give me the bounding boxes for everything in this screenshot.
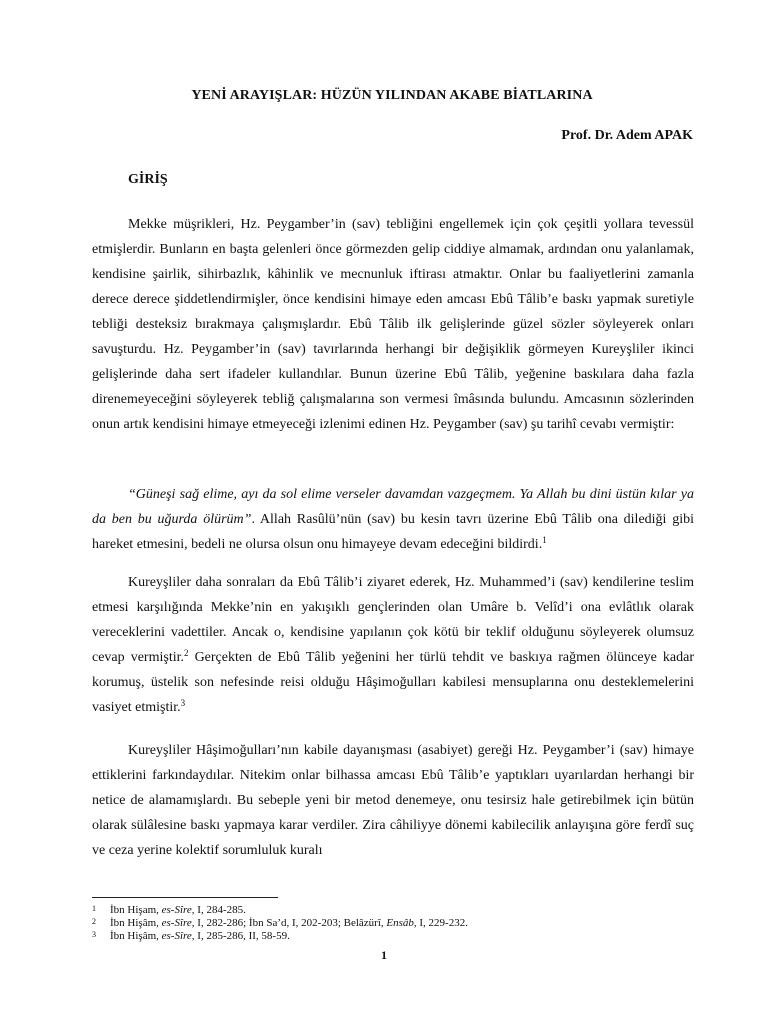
paragraph-umare	[92, 570, 694, 720]
footnote-ref[interactable]: 1	[542, 535, 547, 545]
footnote-item	[92, 904, 694, 917]
paragraph-umare-a: Kureyşliler daha sonraları da Ebû Tâlib’i ziyaret ederek, Hz. Muhammed’i (sav) kendilerine teslim etmesi karşılığında Mekke’nin en yakışıklı gençlerinden olan Umâre b. Velîd’i ona evlâtlık olarak vereceklerini vadettiler. Ancak o, kendisine yapılanın çok kötü bir teklif olduğunu söyleyerek olumsuz cevap vermiştir.	[92, 575, 694, 665]
footnote-text: İbn Hişam, es-Sîre, I, 284-285.	[110, 904, 246, 916]
footnote-text: İbn Hişâm, es-Sîre, I, 282-286; İbn Sa’d, I, 202-203; Belâzürî, Ensâb, I, 229-232.	[110, 917, 468, 929]
section-heading: GİRİŞ	[128, 172, 168, 187]
footnote-number: 3	[92, 930, 96, 939]
paragraph-quote-rest: . Allah Rasûlü’nün (sav) bu kesin tavrı üzerine Ebû Tâlib ona dilediği gibi hareket etmesini, bedeli ne olursa olsun onu himayeye devam edeceğini bildirdi.	[92, 512, 694, 552]
footnote-ref[interactable]: 2	[184, 648, 189, 658]
paragraph-quote	[92, 482, 694, 557]
footnote-item	[92, 917, 694, 930]
footnote-ref[interactable]: 3	[180, 698, 186, 708]
footnote-divider	[92, 897, 278, 898]
footnote-number: 1	[92, 904, 96, 913]
author-name: Prof. Dr. Adem APAK	[561, 128, 693, 143]
quote-text: “Güneşi sağ elime, ayı da sol elime verseler davamdan vazgeçmem. Ya Allah bu dini üstün kılar ya da ben bu uğurda ölürüm”	[92, 487, 694, 527]
footnote-text: İbn Hişâm, es-Sîre, I, 285-286, II, 58-59.	[110, 930, 290, 942]
paragraph-intro: Mekke müşrikleri, Hz. Peygamber’in (sav) tebliğini engellemek için çok çeşitli yollara tevessül etmişlerdir. Bunların en başta gelenleri önce görmezden gelip ciddiye almamak, ardından onu yalanlamak, kendisine şairlik, sihirbazlık, kâhinlik ve mecnunluk iftirası atmaktır. Onlar bu faaliyetlerini zamanla derece derece şiddetlendirmişler, önce kendisini himaye eden amcası Ebû Tâlib’e baskı yapmak suretiyle tebliği desteksiz bırakmaya çalışmışlardır. Ebû Tâlib ilk gelişlerinde güzel sözler söyleyerek onları savuşturdu. Hz. Peygamber’in (sav) tavırlarında herhangi bir değişiklik görmeyen Kureyşliler ikinci gelişlerinde daha sert ifadeler kullandılar. Bunun üzerine Ebû Tâlib, yeğenine baskılara daha fazla direnemeyeceğini söyleyerek tebliğ çalışmalarına son vermesi îmâsında bulundu. Amcasının sözlerinden onun artık kendisini himaye etmeyeceği izlenimi edinen Hz. Peygamber (sav) şu tarihî cevabı vermiştir:	[92, 217, 694, 432]
page-number: 1	[381, 948, 387, 962]
footnotes	[92, 904, 694, 943]
paragraph-umare-b: Gerçekten de Ebû Tâlib yeğenini her türlü tehdit ve baskıya rağmen ölünceye kadar korumuş, üstelik son nefesinde reisi olduğu Hâşimoğulları kabilesi mensuplarına onu desteklemelerini vasiyet etmiştir.	[92, 650, 695, 715]
footnote-number: 2	[92, 917, 96, 926]
footnote-item	[92, 930, 694, 943]
document-title: YENİ ARAYIŞLAR: HÜZÜN YILINDAN AKABE BİATLARINA	[191, 88, 593, 103]
paragraph-hasimogullari: Kureyşliler Hâşimoğulları’nın kabile dayanışması (asabiyet) gereği Hz. Peygamber’i (sav) himaye ettiklerini farkındaydılar. Nitekim onlar bilhassa amcası Ebû Tâlib’e yaptıkları uyarılardan herhangi bir netice de alamamışlardı. Bu sebeple yeni bir metod denemeye, onu tesirsiz hale getirebilmek için bütün olarak sülâlesine baskı yapmaya karar verdiler. Zira câhiliyye dönemi kabilecilik anlayışına göre ferdî suç ve ceza yerine kolektif sorumluluk kuralı	[92, 743, 694, 858]
